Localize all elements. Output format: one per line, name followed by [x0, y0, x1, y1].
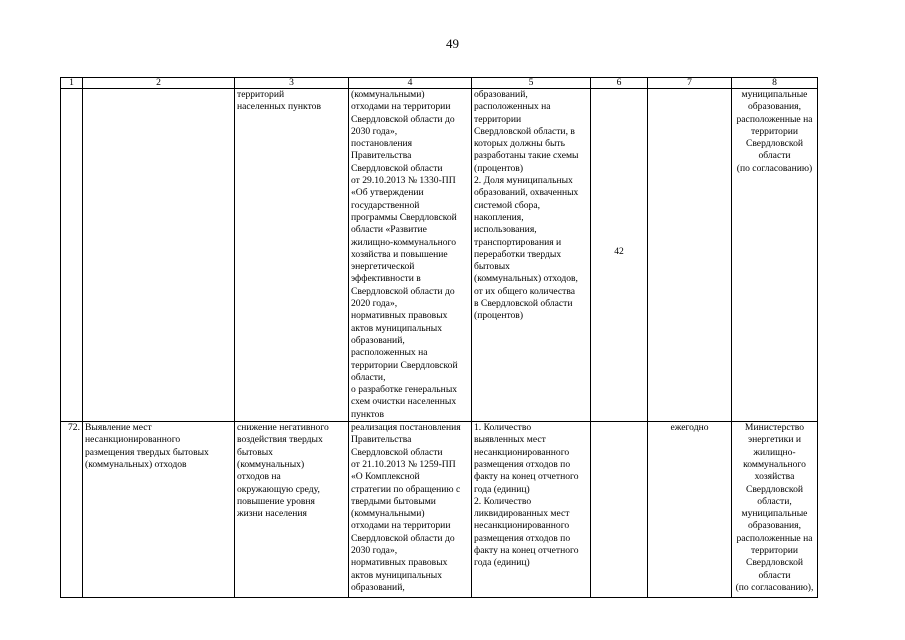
- cell-text-line: ликвидированных мест: [474, 508, 570, 520]
- cell-text-line: области,: [757, 495, 792, 507]
- cell-text-line: «О Комплексной: [351, 471, 420, 483]
- cell-text-line: нормативных правовых: [351, 310, 448, 322]
- cell-text-line: о разработке генеральных: [351, 384, 458, 396]
- cell-text-line: отходов на: [237, 471, 281, 483]
- cell-text-line: (коммунальными): [351, 89, 425, 100]
- cell-text-line: расположенные на: [736, 532, 813, 544]
- cell-text-line: пунктов: [351, 408, 384, 420]
- header-cell: 7: [648, 78, 732, 89]
- cell-text-line: года (единиц): [474, 483, 530, 495]
- cell-text-line: (коммунальных) отходов,: [474, 273, 578, 285]
- cell-text-line: населенных пунктов: [237, 101, 321, 113]
- header-cell: 6: [591, 78, 648, 89]
- cell-text-line: 2030 года»,: [351, 125, 398, 137]
- cell-text-line: выявленных мест: [474, 434, 546, 446]
- cell-number: 72.: [61, 422, 83, 598]
- cell-text-line: Правительства: [351, 150, 412, 162]
- cell-text-line: системой сбора,: [474, 199, 541, 211]
- cell-text-line: постановления: [351, 138, 413, 150]
- cell-text-line: накопления,: [474, 211, 524, 223]
- cell-text-line: (коммунальных) отходов: [85, 458, 187, 470]
- cell-text-line: от 21.10.2013 № 1259-ПП: [351, 458, 456, 470]
- cell-text-line: Свердловской области: [351, 162, 443, 174]
- cell-text-line: Правительства: [351, 434, 412, 446]
- cell-text-line: образований,: [474, 89, 528, 100]
- cell-text-line: (коммунальных): [237, 458, 305, 470]
- cell-text-line: бытовых: [237, 446, 273, 458]
- cell-text-line: размещения отходов по: [474, 458, 571, 470]
- cell-text-line: реализация постановления: [351, 422, 461, 434]
- cell-text-line: расположенные на: [736, 113, 813, 125]
- cell-text-line: 2030 года»,: [351, 544, 398, 556]
- cell-text-line: несанкционированного: [85, 434, 181, 446]
- cell-text-line: территории Свердловской: [351, 359, 458, 371]
- cell-text-line: воздействия твердых: [237, 434, 323, 446]
- cell-text-line: Министерство: [744, 422, 805, 434]
- cell-text-line: жилищно-коммунального: [351, 236, 456, 248]
- cell-text-line: территории: [474, 113, 522, 125]
- cell-text-line: 2. Количество: [474, 495, 532, 507]
- cell-text-line: программы Свердловской: [351, 211, 457, 223]
- cell-activity: [83, 89, 235, 422]
- cell-text-line: Выявление мест: [85, 422, 152, 434]
- cell-indicators: [472, 422, 591, 598]
- cell-goal: [235, 422, 349, 598]
- document-table: [60, 77, 818, 598]
- cell-text-line: образования,: [747, 520, 801, 532]
- cell-text-line: которых должны быть: [474, 138, 565, 150]
- cell-text-line: образований, охваченных: [474, 187, 579, 199]
- header-cell: 3: [235, 78, 349, 89]
- cell-text-line: территории: [750, 544, 799, 556]
- cell-text-line: образования,: [747, 101, 801, 113]
- cell-text-line: области: [758, 569, 791, 581]
- cell-text-line: (процентов): [474, 310, 524, 322]
- header-cell: 1: [61, 78, 83, 89]
- cell-period: [648, 89, 732, 422]
- cell-text-line: несанкционированного: [474, 446, 570, 458]
- cell-text-line: (коммунальными): [351, 508, 425, 520]
- cell-text-line: 2. Доля муниципальных: [474, 175, 573, 187]
- table-row: [61, 422, 818, 598]
- cell-text-line: «Об утверждении: [351, 187, 424, 199]
- cell-text-line: факту на конец отчетного: [474, 471, 579, 483]
- cell-text-line: года (единиц): [474, 557, 530, 569]
- cell-text-line: хозяйства и повышение: [351, 248, 448, 260]
- cell-responsible: [732, 422, 818, 598]
- cell-text-line: переработки твердых: [474, 248, 562, 260]
- cell-text-line: отходами на территории: [351, 520, 451, 532]
- cell-basis: [349, 422, 472, 598]
- cell-text-line: актов муниципальных: [351, 322, 443, 334]
- cell-basis: [349, 89, 472, 422]
- cell-text-line: 1. Количество: [474, 422, 532, 434]
- cell-text-line: области,: [351, 371, 386, 383]
- cell-responsible: [732, 89, 818, 422]
- cell-text-line: твердыми бытовыми: [351, 495, 436, 507]
- cell-text-line: несанкционированного: [474, 520, 570, 532]
- cell-text-line: бытовых: [474, 261, 510, 273]
- cell-text-line: окружающую среду,: [237, 483, 320, 495]
- table-row: [61, 89, 818, 422]
- cell-text-line: от 29.10.2013 № 1330-ПП: [351, 175, 456, 187]
- cell-text-line: области «Развитие: [351, 224, 427, 236]
- cell-text-line: нормативных правовых: [351, 557, 448, 569]
- cell-text-line: снижение негативного: [237, 422, 329, 434]
- cell-text-line: Свердловской: [745, 483, 804, 495]
- cell-text-line: размещения отходов по: [474, 532, 571, 544]
- cell-period: ежегодно: [648, 422, 732, 598]
- cell-value: 42: [591, 89, 648, 422]
- cell-text-line: разработаны такие схемы: [474, 150, 579, 162]
- cell-text-line: Свердловской: [745, 138, 804, 150]
- cell-text-line: (по согласованию),: [735, 581, 814, 593]
- header-cell: 2: [83, 78, 235, 89]
- cell-text-line: повышение уровня: [237, 495, 315, 507]
- cell-text-line: энергетики и: [747, 434, 802, 446]
- cell-text-line: размещения твердых бытовых: [85, 446, 209, 458]
- cell-text-line: расположенных на: [474, 101, 551, 113]
- cell-value: [591, 422, 648, 598]
- cell-text-line: образований,: [351, 581, 405, 593]
- cell-text-line: расположенных на: [351, 347, 428, 359]
- cell-text-line: Свердловской: [745, 557, 804, 569]
- cell-text-line: Свердловской области до: [351, 532, 455, 544]
- cell-indicators: [472, 89, 591, 422]
- cell-text-line: хозяйства: [754, 471, 795, 483]
- header-row: [61, 78, 818, 89]
- cell-text-line: отходами на территории: [351, 101, 451, 113]
- cell-text-line: схем очистки населенных: [351, 396, 457, 408]
- cell-text-line: стратегии по обращению с: [351, 483, 461, 495]
- header-cell: 4: [349, 78, 472, 89]
- cell-text-line: образований,: [351, 334, 405, 346]
- cell-text-line: Свердловской области до: [351, 113, 455, 125]
- cell-text-line: факту на конец отчетного: [474, 544, 579, 556]
- cell-goal: [235, 89, 349, 422]
- cell-text-line: территории: [750, 125, 799, 137]
- cell-text-line: эффективности в: [351, 273, 421, 285]
- cell-text-line: (по согласованию): [736, 162, 813, 174]
- cell-text-line: Свердловской области: [351, 446, 443, 458]
- cell-text-line: актов муниципальных: [351, 569, 443, 581]
- cell-text-line: жизни населения: [237, 508, 307, 520]
- header-cell: 8: [732, 78, 818, 89]
- cell-text-line: в Свердловской области: [474, 298, 573, 310]
- cell-text-line: коммунального: [743, 458, 806, 470]
- cell-text-line: Свердловской области, в: [474, 125, 575, 137]
- cell-text-line: от их общего количества: [474, 285, 576, 297]
- cell-number: [61, 89, 83, 422]
- cell-activity: [83, 422, 235, 598]
- cell-text-line: (процентов): [474, 162, 524, 174]
- page-number: 49: [446, 36, 459, 51]
- cell-text-line: энергетической: [351, 261, 415, 273]
- cell-text-line: муниципальные: [741, 89, 808, 100]
- cell-text-line: использования,: [474, 224, 537, 236]
- cell-text-line: транспортирования и: [474, 236, 562, 248]
- header-cell: 5: [472, 78, 591, 89]
- cell-text-line: 2020 года»,: [351, 298, 398, 310]
- cell-text-line: территорий: [237, 89, 285, 100]
- cell-text-line: жилищно-: [753, 446, 796, 458]
- cell-text-line: области: [758, 150, 791, 162]
- cell-text-line: муниципальные: [741, 508, 808, 520]
- cell-text-line: государственной: [351, 199, 420, 211]
- cell-text-line: Свердловской области до: [351, 285, 455, 297]
